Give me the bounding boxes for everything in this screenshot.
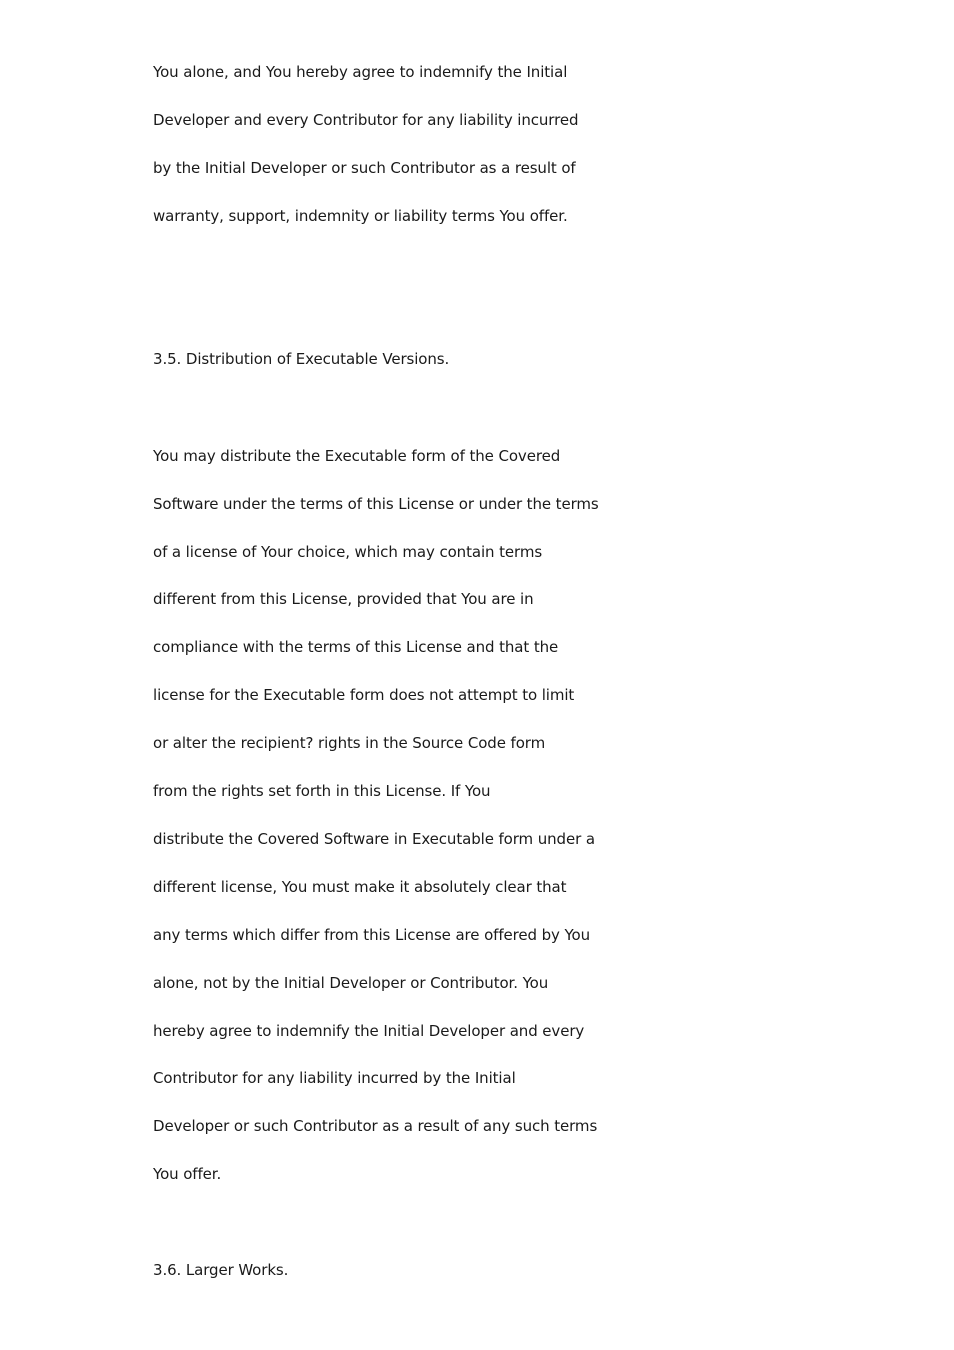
paragraph-line: Developer or such Contributor as a result of any such terms — [153, 1117, 598, 1135]
paragraph-line: warranty, support, indemnity or liability terms You offer. — [153, 207, 568, 225]
paragraph-line: distribute the Covered Software in Executable form under a — [153, 830, 595, 848]
paragraph-line: You offer. — [153, 1165, 222, 1183]
paragraph-line: different license, You must make it absolutely clear that — [153, 878, 567, 896]
paragraph-line: You alone, and You hereby agree to indemnify the Initial — [153, 63, 568, 81]
section-heading: 3.5. Distribution of Executable Versions. — [153, 350, 450, 368]
paragraph-line: any terms which differ from this License are offered by You — [153, 926, 591, 944]
paragraph-line: Developer and every Contributor for any liability incurred — [153, 111, 579, 129]
paragraph-line: or alter the recipient? rights in the Source Code form — [153, 734, 546, 752]
paragraph-line: compliance with the terms of this License and that the — [153, 638, 559, 656]
paragraph-line: alone, not by the Initial Developer or Contributor. You — [153, 974, 549, 992]
paragraph-line: Contributor for any liability incurred by the Initial — [153, 1069, 516, 1087]
paragraph-line: You may distribute the Executable form of the Covered — [153, 447, 561, 465]
paragraph-line: by the Initial Developer or such Contributor as a result of — [153, 159, 576, 177]
paragraph-line: from the rights set forth in this License. If You — [153, 782, 491, 800]
paragraph-line: hereby agree to indemnify the Initial Developer and every — [153, 1022, 585, 1040]
paragraph-line: Software under the terms of this License or under the terms — [153, 495, 599, 513]
section-heading: 3.6. Larger Works. — [153, 1261, 289, 1279]
paragraph-line: license for the Executable form does not attempt to limit — [153, 686, 575, 704]
paragraph-line: of a license of Your choice, which may contain terms — [153, 543, 543, 561]
paragraph-line: different from this License, provided that You are in — [153, 590, 534, 608]
